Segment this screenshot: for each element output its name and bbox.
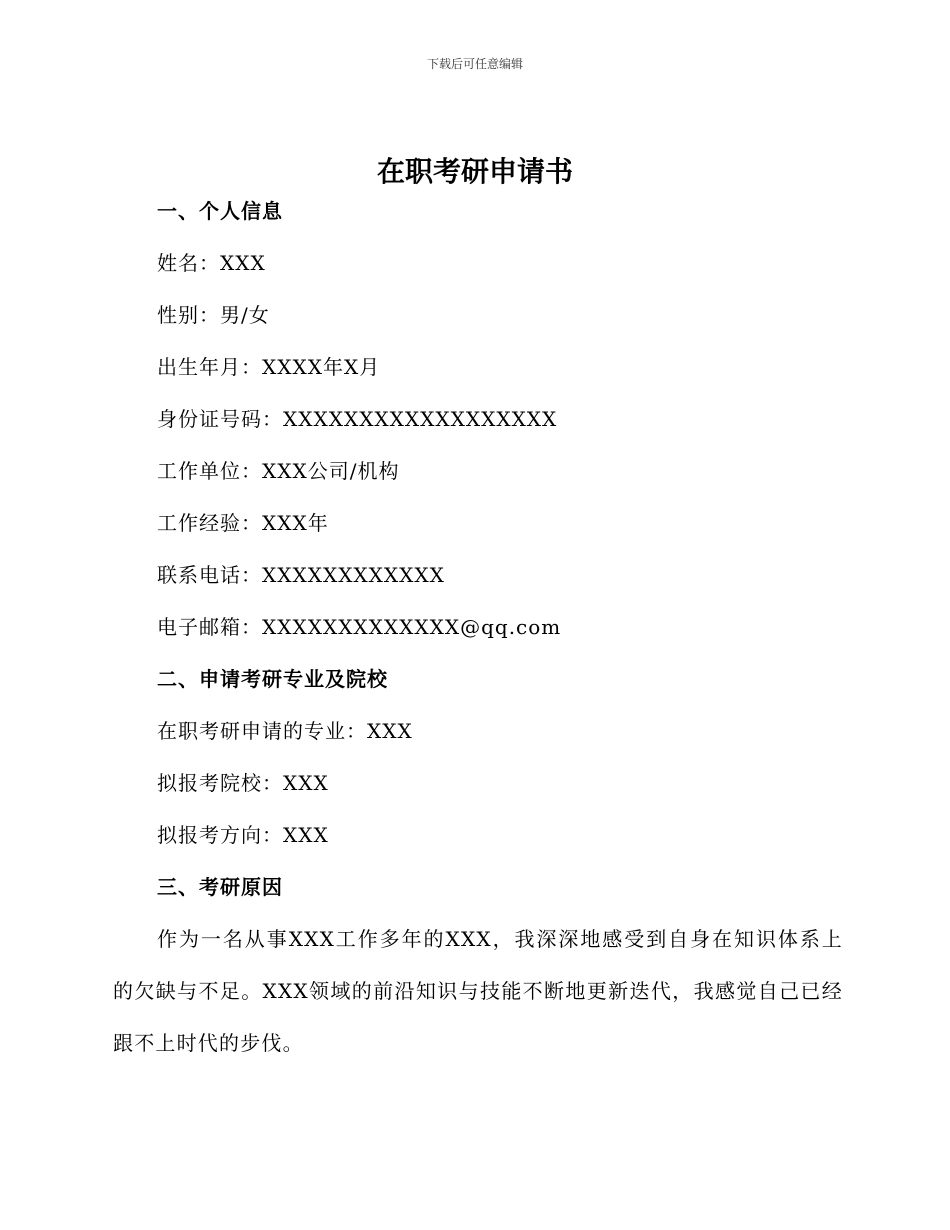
document-body (113, 196, 843, 1069)
header-note: 下载后可任意编辑 (426, 57, 523, 71)
field-target-direction: 拟报考方向：XXX (157, 823, 329, 847)
field-birth-date: 出生年月：XXXX年X月 (157, 355, 381, 379)
field-employer: 工作单位：XXX公司/机构 (157, 459, 400, 483)
section-heading-application: 二、申请考研专业及院校 (157, 667, 388, 691)
section-heading-reason: 三、考研原因 (157, 875, 283, 899)
field-target-school: 拟报考院校：XXX (157, 771, 329, 795)
field-major: 在职考研申请的专业：XXX (157, 719, 413, 743)
document-title: 在职考研申请书 (376, 155, 573, 188)
reason-paragraph: 作为一名从事XXX工作多年的XXX，我深深地感受到自身在知识体系上的欠缺与不足。XXX领域的前沿知识与技能不断地更新迭代，我感觉自己已经跟不上时代的步伐。 (113, 927, 843, 1055)
field-work-experience: 工作经验：XXX年 (157, 511, 329, 535)
field-email: 电子邮箱：XXXXXXXXXXXXX@qq.com (157, 615, 562, 639)
field-gender: 性别：男/女 (157, 303, 270, 327)
field-name: 姓名：XXX (157, 251, 266, 275)
field-id-number: 身份证号码：XXXXXXXXXXXXXXXXXX (157, 407, 558, 431)
section-heading-personal-info: 一、个人信息 (157, 199, 283, 223)
field-phone: 联系电话：XXXXXXXXXXXX (157, 563, 445, 587)
